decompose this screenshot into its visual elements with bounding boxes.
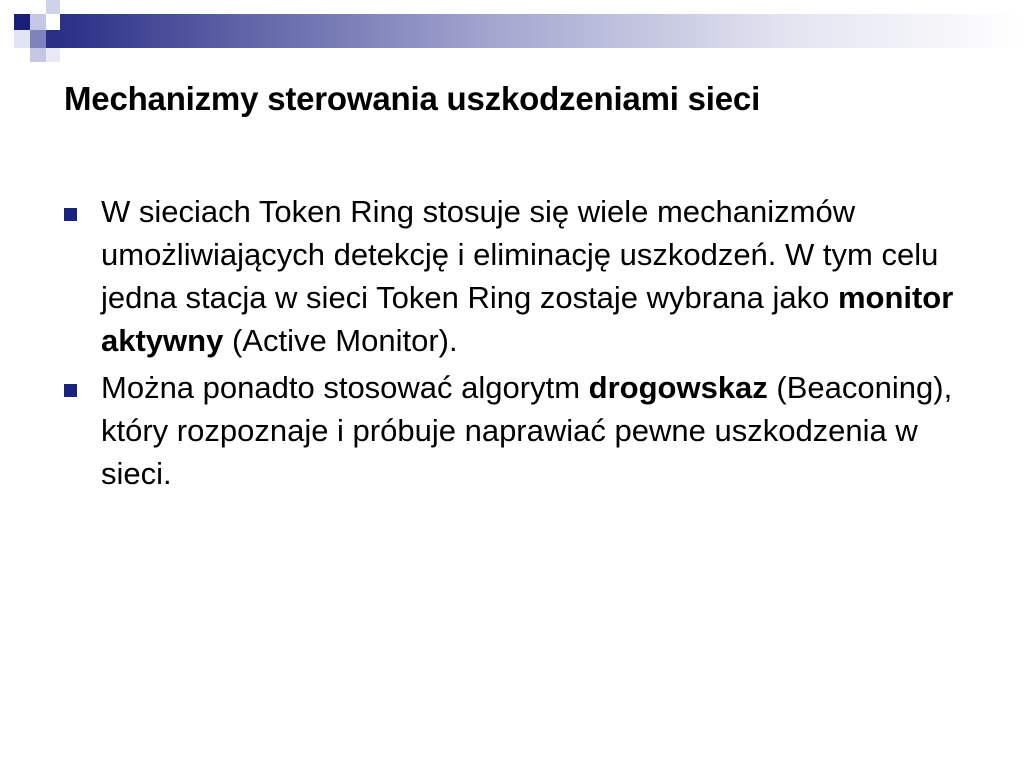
bullet-list xyxy=(64,190,964,499)
decorative-square xyxy=(30,14,46,30)
square-bullet-icon xyxy=(64,208,77,221)
bullet-item xyxy=(64,366,964,495)
square-bullet-icon xyxy=(64,384,77,397)
bullet-text-run: Można ponadto stosować algorytm xyxy=(101,370,589,405)
gradient-header-bar xyxy=(60,14,1024,48)
bullet-text-run: (Active Monitor). xyxy=(223,323,458,358)
decorative-square xyxy=(14,30,30,48)
decorative-square xyxy=(46,48,60,62)
bullet-text-run: W sieciach Token Ring stosuje się wiele mechanizmów umożliwiających detekcję i eliminację uszkodzeń. W tym celu jedna stacja w sieci Token Ring zostaje wybrana jako xyxy=(101,194,939,315)
decorative-square xyxy=(46,0,60,14)
decorative-square xyxy=(30,30,46,48)
decorative-square xyxy=(14,14,30,30)
decorative-square xyxy=(30,48,46,62)
bullet-text-run: (Beaconing), który rozpoznaje i próbuje naprawiać pewne uszkodzenia w sieci. xyxy=(101,370,953,491)
slide-title: Mechanizmy sterowania uszkodzeniami sieci xyxy=(64,80,761,117)
decorative-square xyxy=(46,30,60,48)
bullet-item xyxy=(64,190,964,362)
bullet-text-bold: monitor aktywny xyxy=(101,280,954,358)
bullet-text-bold: drogowskaz xyxy=(588,370,768,405)
